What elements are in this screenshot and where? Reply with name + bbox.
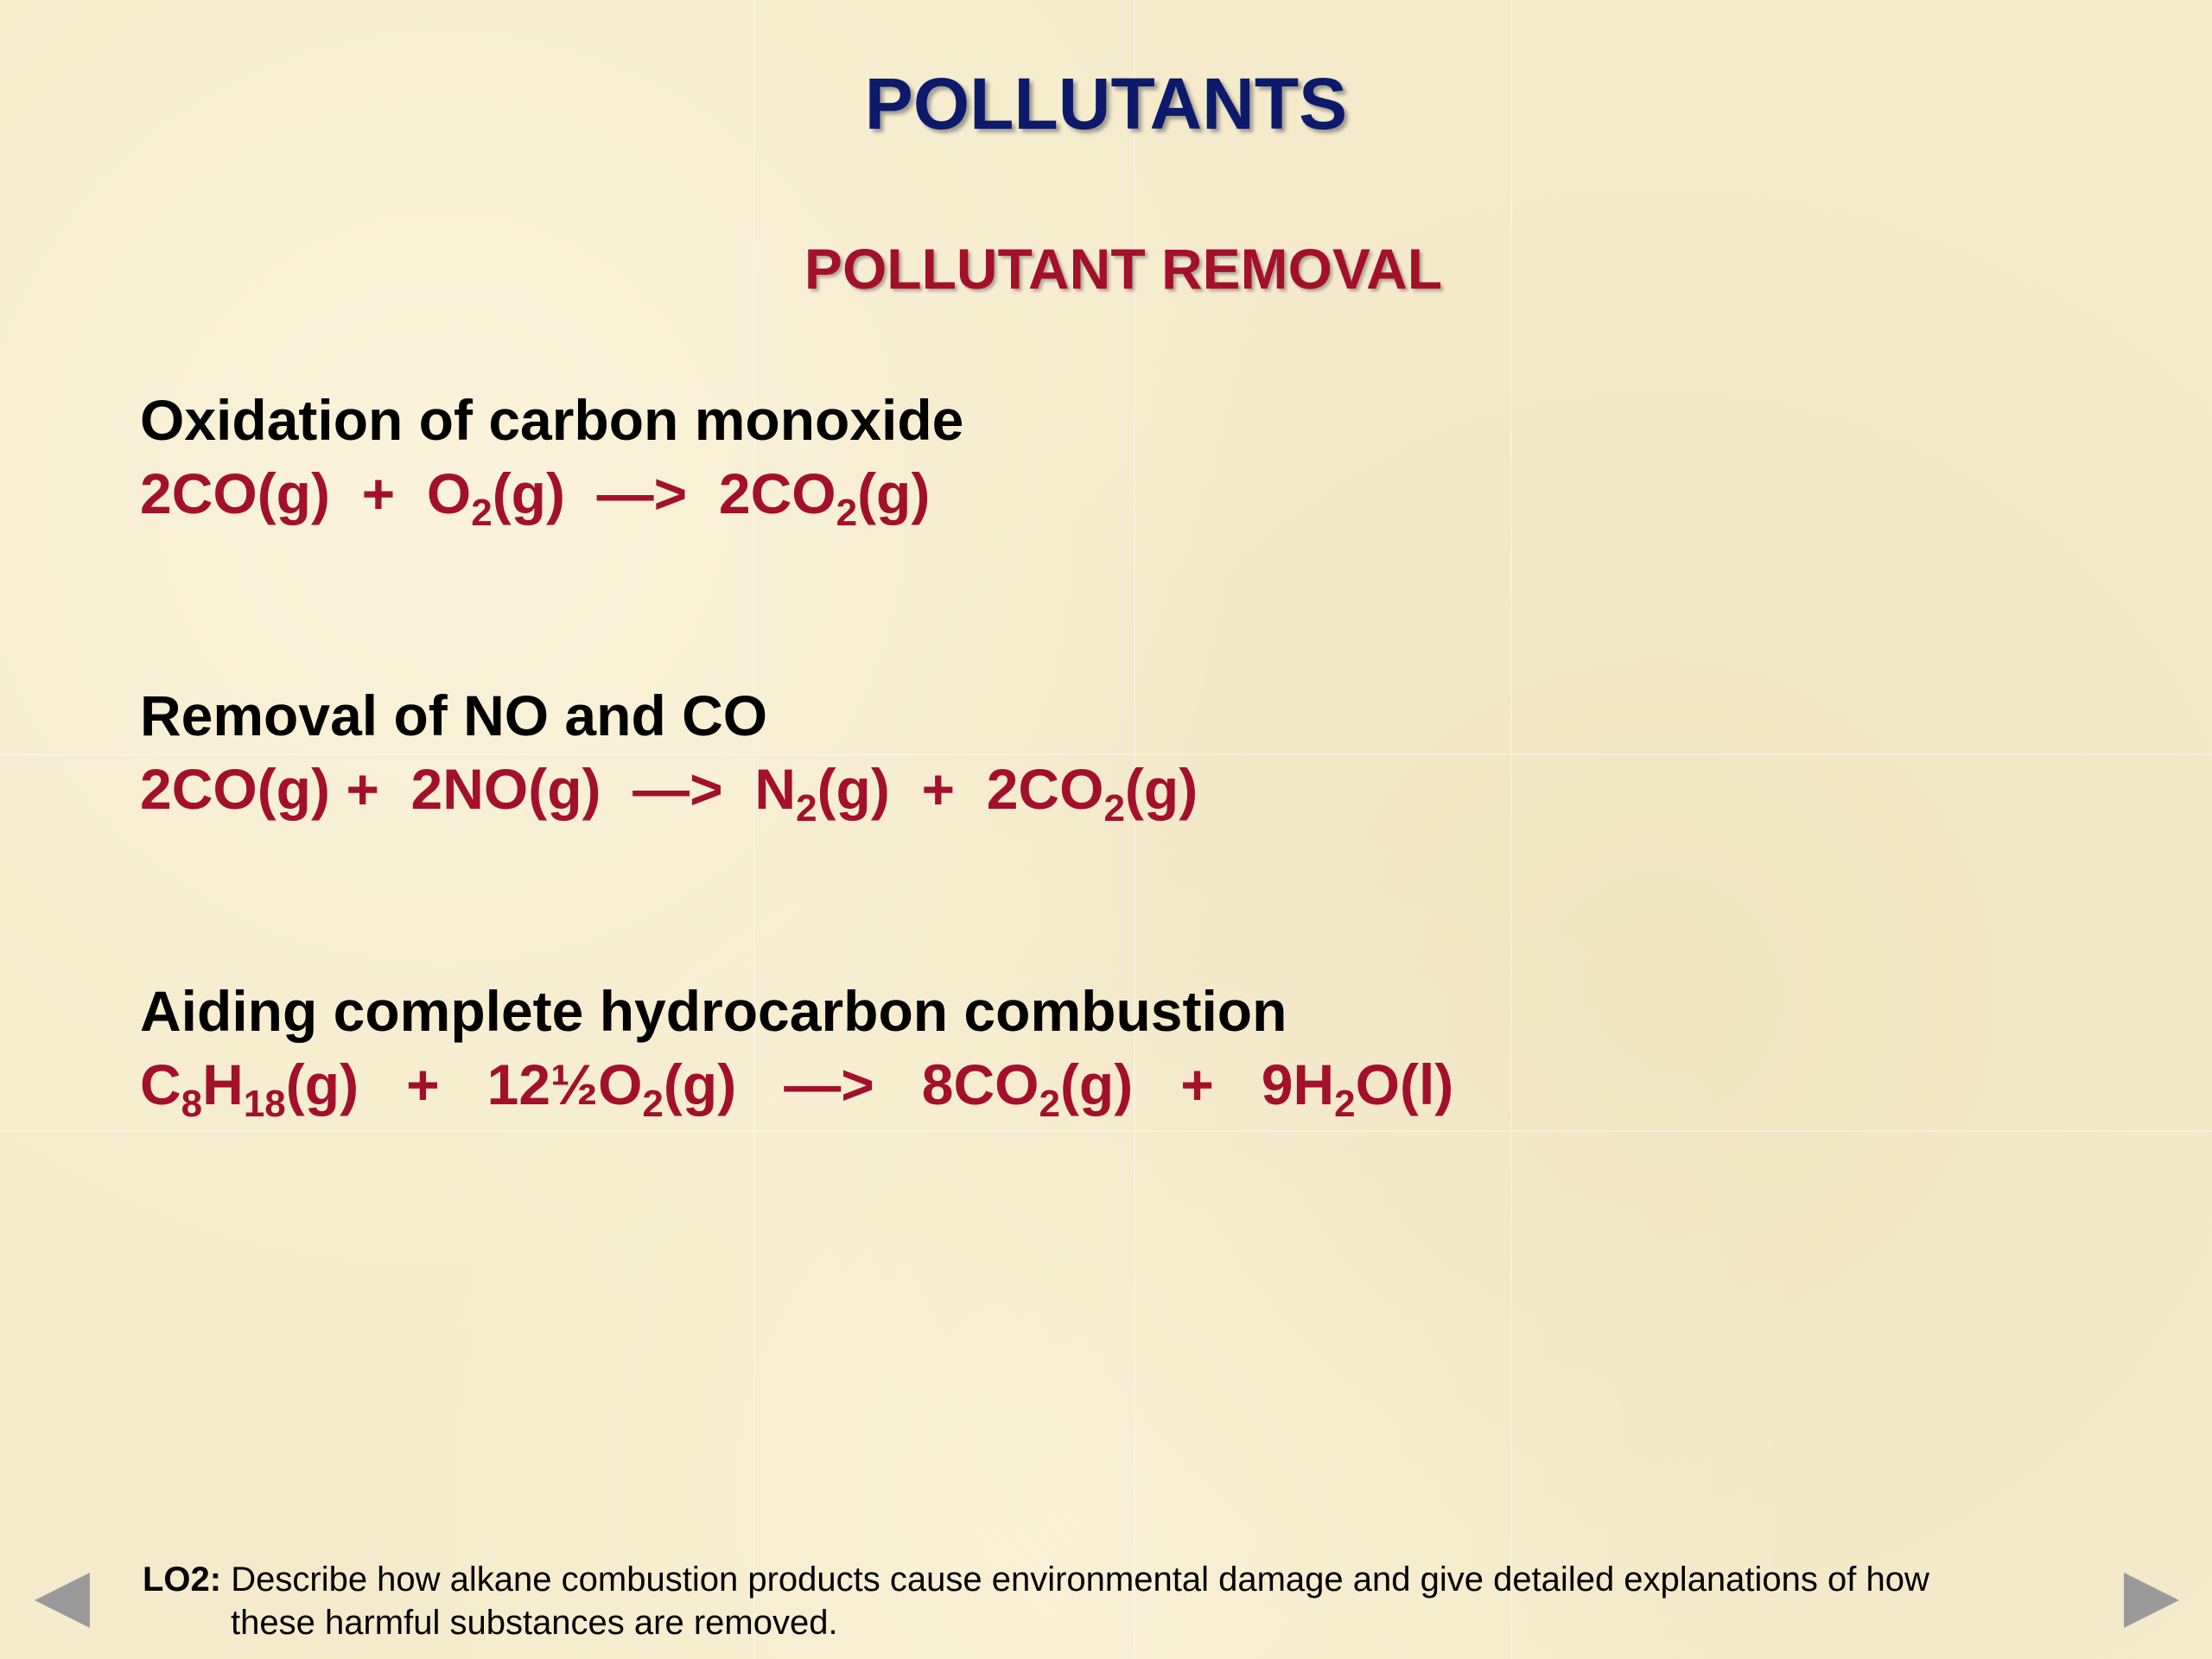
learning-objective-text: Describe how alkane combustion products cause environmental damage and give detailed explanations of how [221, 1560, 1929, 1599]
learning-objective-line [143, 1558, 2069, 1601]
section-heading: Oxidation of carbon monoxide [140, 388, 964, 452]
learning-objective-label: LO2: [143, 1560, 222, 1599]
section-hydrocarbon-combustion [140, 976, 2041, 1123]
section-co-oxidation [140, 385, 2041, 532]
slide-title: POLLUTANTS [864, 63, 1348, 144]
slide-subtitle: POLLUTANT REMOVAL [804, 237, 1443, 301]
chemical-equation: 2CO(g) + 2NO(g) —> $N_2(g) + 2CO_2(g)$ [140, 757, 1198, 830]
section-heading: Aiding complete hydrocarbon combustion [140, 979, 1287, 1043]
background-grid-line [0, 1130, 2212, 1132]
chemical-equation: $2CO(g) + O_2(g)$ —> $2CO_2(g)$ [140, 461, 931, 534]
learning-objective-text-continued: these harmful substances are removed. [231, 1604, 838, 1642]
section-no-co-removal [140, 681, 2041, 828]
section-heading: Removal of NO and CO [140, 683, 768, 747]
triangle-right-icon[interactable] [2124, 1573, 2179, 1628]
chemical-equation: $C_8H_{18}(g)$ + $12\frac{1}{2}O_2(g)$ —> $8CO_2(g) + 9H_2O(l)$ [140, 1052, 1454, 1125]
triangle-left-icon[interactable] [35, 1573, 90, 1628]
learning-objective [143, 1558, 2069, 1644]
